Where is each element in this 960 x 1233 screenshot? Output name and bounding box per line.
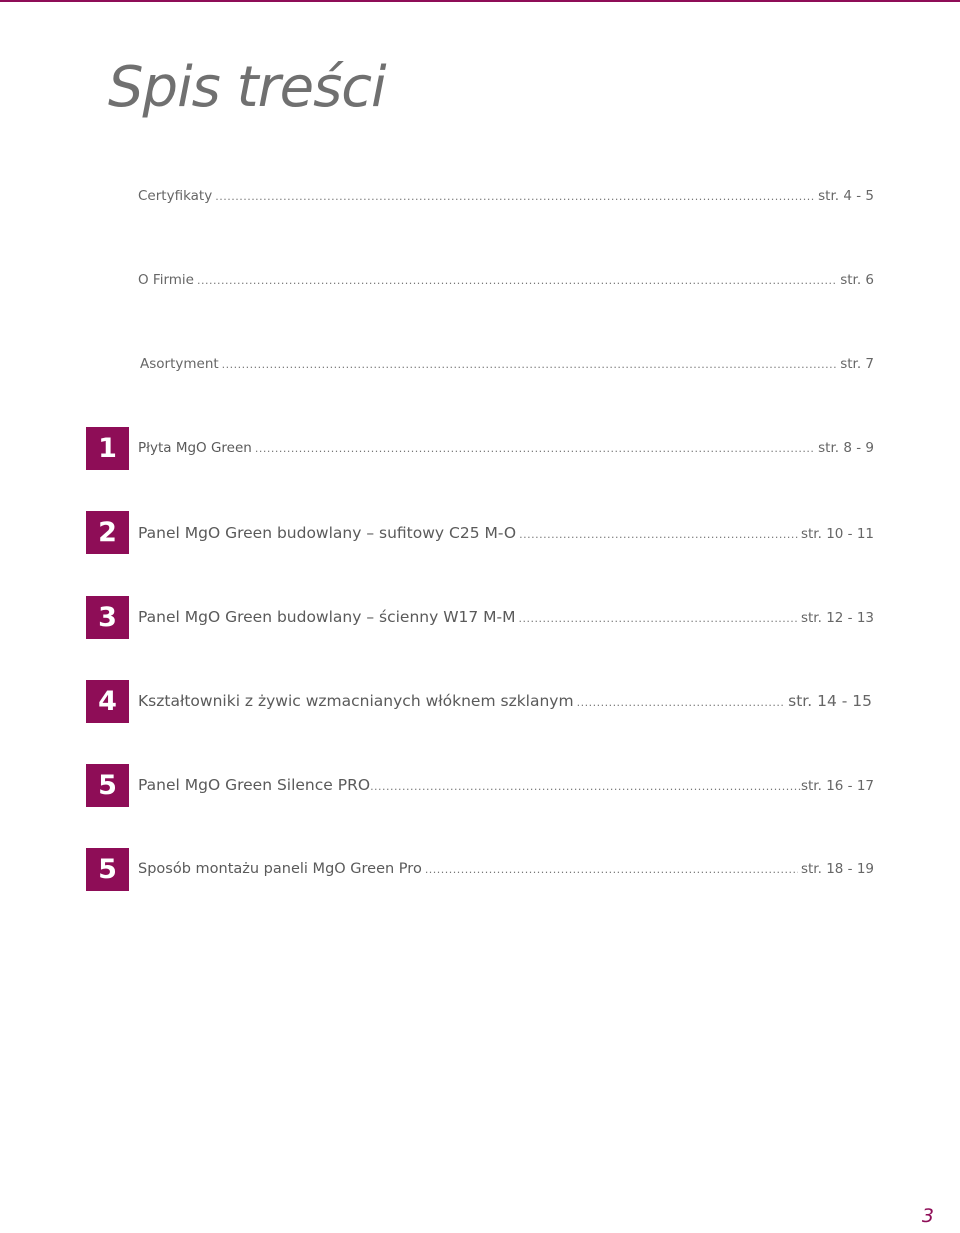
toc-entry-sposob-montazu[interactable] xyxy=(138,858,874,880)
section-number-badge: 5 xyxy=(86,848,129,891)
toc-entry-label: Płyta MgO Green xyxy=(138,440,252,456)
section-number-badge: 3 xyxy=(86,596,129,639)
page-number: 3 xyxy=(921,1205,934,1227)
toc-entry-label: Panel MgO Green budowlany – ścienny W17 M-M xyxy=(138,608,516,626)
toc-dot-leader xyxy=(519,524,798,546)
toc-entry-label: Sposób montażu paneli MgO Green Pro xyxy=(138,861,422,877)
toc-dot-leader xyxy=(255,438,815,460)
toc-dot-leader xyxy=(519,608,798,630)
toc-entry-label: Asortyment xyxy=(140,356,219,372)
toc-entry-silence-pro[interactable] xyxy=(138,774,874,796)
toc-entry-panel-sufitowy[interactable] xyxy=(138,522,874,544)
toc-entry-page: str. 18 - 19 xyxy=(800,861,874,877)
toc-entry-page: str. 6 xyxy=(840,272,874,288)
toc-entry-page: str. 4 - 5 xyxy=(818,188,874,204)
toc-entry-page: str. 12 - 13 xyxy=(800,610,874,626)
toc-entry-label: Kształtowniki z żywic wzmacnianych włóknem szklanym xyxy=(138,692,574,710)
toc-entry-page: str. 14 - 15 xyxy=(788,692,872,710)
toc-dot-leader xyxy=(197,270,837,292)
toc-entry-page: str. 8 - 9 xyxy=(818,440,874,456)
toc-entry-plyta-mgo-green[interactable] xyxy=(138,437,874,459)
toc-entry-label: O Firmie xyxy=(138,272,194,288)
toc-dot-leader xyxy=(222,354,838,376)
toc-entry-o-firmie[interactable] xyxy=(138,269,874,291)
toc-entry-label: Panel MgO Green budowlany – sufitowy C25 M-O xyxy=(138,524,517,542)
toc-entry-certyfikaty[interactable] xyxy=(138,185,874,207)
section-number-badge: 1 xyxy=(86,427,129,470)
toc-dot-leader xyxy=(215,186,815,208)
toc-entry-label: Certyfikaty xyxy=(138,188,213,204)
toc-entry-ksztaltowniki[interactable] xyxy=(138,690,872,712)
toc-entry-panel-scienny[interactable] xyxy=(138,606,874,628)
section-number-badge: 2 xyxy=(86,511,129,554)
section-number-badge: 4 xyxy=(86,680,129,723)
top-rule xyxy=(0,0,960,2)
page-title: Spis treści xyxy=(108,55,386,120)
toc-entry-asortyment[interactable] xyxy=(140,353,874,375)
toc-dot-leader xyxy=(577,692,786,714)
toc-entry-label: Panel MgO Green Silence PRO xyxy=(138,776,371,794)
section-number-badge: 5 xyxy=(86,764,129,807)
toc-entry-page: str. 10 - 11 xyxy=(800,526,874,542)
toc-dot-leader xyxy=(425,859,798,881)
toc-dot-leader xyxy=(370,776,801,798)
toc-entry-page: str. 7 xyxy=(840,356,874,372)
toc-entry-page: str. 16 - 17 xyxy=(800,778,874,794)
